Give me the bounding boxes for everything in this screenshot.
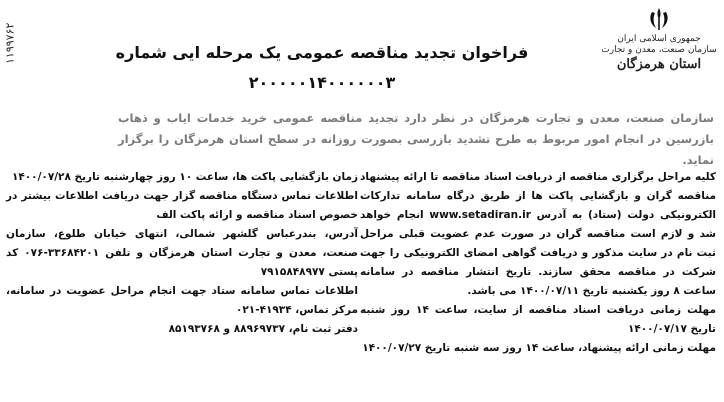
org-line-ministry: سازمان صنعت، معدن و تجارت — [601, 45, 717, 55]
intro-paragraph: سازمان صنعت، معدن و تجارت هرمزگان در نظر دارد تجدید مناقصه عمومی خرید خدمات ایاب و ذهاب بازرسین در انجام امور مربوط به طرح تشدید بازرسی بصورت روزانه در سطح استان هرمزگان را برگزار نماید. — [118, 111, 714, 167]
setad-website-link[interactable]: www.setadiran.ir — [429, 209, 531, 221]
procedure-text-end: انجام خواهد شد و لازم است مناقصه گران در صورت عدم عضویت قبلی مراحل ثبت نام در سایت مذکور و دریافت گواهی امضای الکترونیکی را جهت شرکت در مناقصه محقق سازند. تاریخ انتشار مناقصه در سامانه ساعت ۸ روز یکشنبه تاریخ ۱۴۰۰/۰۷/۱۱ می باشد. — [360, 209, 716, 297]
org-line-country: جمهوری اسلامی ایران — [617, 34, 701, 44]
submission-deadline: مهلت زمانی ارائه پیشنهاد، ساعت ۱۴ روز سه شنبه تاریخ ۱۴۰۰/۰۷/۲۷ — [362, 342, 716, 354]
registration-office: دفتر ثبت نام، ۸۸۹۶۹۷۳۷ و ۸۵۱۹۳۷۶۸ — [168, 323, 358, 335]
address-and-phone: آدرس، بندرعباس گلشهر شمالی، انتهای خیابان طلوع، سازمان صنعت، معدن و تجارت استان هرمزگان و تلفن ۳۳۶۸۴۲۰۱-۰۷۶ کد پستی ۷۹۱۵۸۴۸۹۷۷ — [6, 228, 358, 278]
document-serial-number: ۱۱۹۹۷۶۲ — [3, 22, 17, 64]
left-column — [6, 168, 358, 396]
right-column — [360, 168, 716, 396]
document-deadline: مهلت زمانی دریافت اسناد مناقصه از سایت، ساعت ۱۴ روز شنبه تاریخ ۱۴۰۰/۰۷/۱۷ — [360, 304, 716, 335]
organization-header — [600, 6, 718, 98]
procedure-paragraph — [360, 168, 716, 301]
opening-time: زمان بازگشایی پاکت ها، ساعت ۱۰ روز چهارشنبه تاریخ ۱۴۰۰/۰۷/۲۸ — [11, 171, 358, 183]
notice-title: فراخوان تجدید مناقصه عمومی یک مرحله ایی شماره ۲۰۰۰۰۰۱۴۰۰۰۰۰۰۳ — [115, 43, 529, 92]
contact-info-heading: اطلاعات تماس دستگاه مناقصه گزار جهت دریافت اطلاعات بیشتر در خصوص اسناد مناقصه و ارائه پاکت الف — [6, 190, 358, 221]
setad-contact: اطلاعات تماس سامانه ستاد جهت انجام مراحل عضویت در سامانه، مرکز تماس، ۴۱۹۳۴-۰۲۱ — [6, 285, 358, 316]
org-line-province: استان هرمزگان — [616, 57, 702, 72]
iran-emblem-icon — [646, 6, 672, 32]
procedure-text-start: کلیه مراحل برگزاری مناقصه از دریافت اسناد مناقصه تا ارائه پیشنهاد مناقصه گران و بازگشایی پاکت ها از طریق درگاه سامانه تدارکات الکترونیکی دولت (ستاد) به آدرس — [360, 171, 717, 221]
